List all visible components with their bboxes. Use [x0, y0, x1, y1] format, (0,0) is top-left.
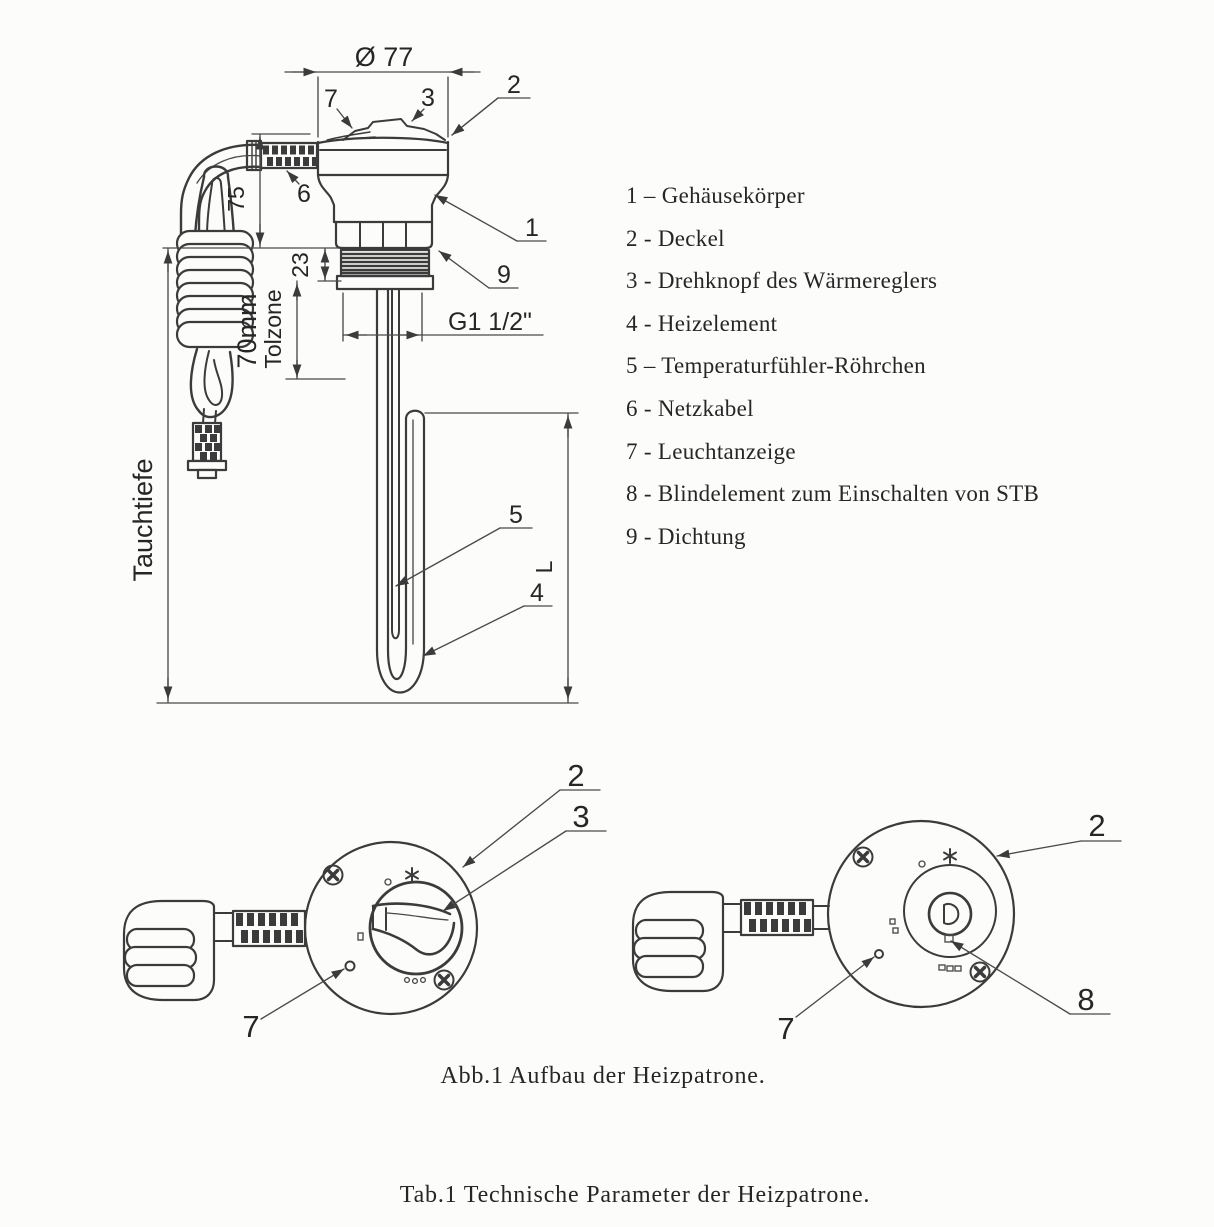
table-caption: Tab.1 Technische Parameter der Heizpatrone. — [399, 1182, 871, 1208]
dim-dead-zone-label: Tolzone — [260, 289, 286, 369]
callout-blind-stb-view: 8 — [1077, 982, 1095, 1017]
callout-leaders-main — [287, 98, 552, 656]
cable-lower-loop — [191, 349, 233, 423]
callout-cover-main: 2 — [507, 71, 521, 99]
dim-thread-length: 23 — [287, 252, 313, 278]
plug-and-cable-stb-view — [633, 892, 829, 991]
callout-lamp-main: 7 — [324, 85, 338, 113]
legend-item-2: 2 - Deckel — [626, 226, 725, 251]
callout-knob-knob-view: 3 — [572, 799, 590, 834]
front-view-knob — [124, 758, 606, 1044]
plug-and-cable-knob-view — [124, 901, 305, 1000]
callout-heater-main: 4 — [530, 579, 544, 607]
front-view-stb — [633, 808, 1121, 1046]
heating-element-tube — [377, 289, 424, 693]
legend-item-1: 1 – Gehäusekörper — [626, 183, 805, 208]
main-cross-section-view — [128, 42, 578, 703]
callout-sensor-main: 5 — [509, 501, 523, 529]
figure-caption: Abb.1 Aufbau der Heizpatrone. — [440, 1063, 766, 1089]
legend-item-4: 4 - Heizelement — [626, 311, 778, 336]
thread-section — [337, 250, 433, 289]
legend-item-6: 6 - Netzkabel — [626, 396, 754, 421]
dim-diameter: Ø 77 — [354, 42, 414, 72]
callout-knob-main: 3 — [421, 84, 435, 112]
dim-head-height: 75 — [223, 186, 249, 212]
housing-head — [318, 119, 448, 248]
legend-item-7: 7 - Leuchtanzeige — [626, 439, 796, 464]
callout-lamp-stb-view: 7 — [777, 1011, 795, 1046]
callout-cover-stb-view: 2 — [1088, 808, 1106, 843]
dim-immersion-depth: Tauchtiefe — [128, 458, 158, 582]
callout-cable-main: 6 — [297, 180, 311, 208]
dim-element-length: L — [531, 560, 557, 574]
power-plug — [188, 423, 226, 478]
callout-cover-knob-view: 2 — [567, 758, 585, 793]
legend-item-8: 8 - Blindelement zum Einschalten von STB — [626, 481, 1040, 506]
cover-face — [305, 842, 477, 1014]
legend-item-3: 3 - Drehknopf des Wärmereglers — [626, 268, 938, 293]
legend-item-5: 5 – Temperaturfühler-Röhrchen — [626, 353, 926, 378]
callout-housing-main: 1 — [525, 214, 539, 242]
callout-seal-main: 9 — [497, 261, 511, 289]
dim-dead-zone-value: 70mm — [232, 293, 262, 369]
legend — [626, 183, 1039, 549]
hex-nut — [336, 222, 432, 248]
callout-lamp-knob-view: 7 — [242, 1009, 260, 1044]
legend-item-9: 9 - Dichtung — [626, 524, 746, 549]
dim-thread-size: G1 1/2" — [448, 308, 532, 336]
